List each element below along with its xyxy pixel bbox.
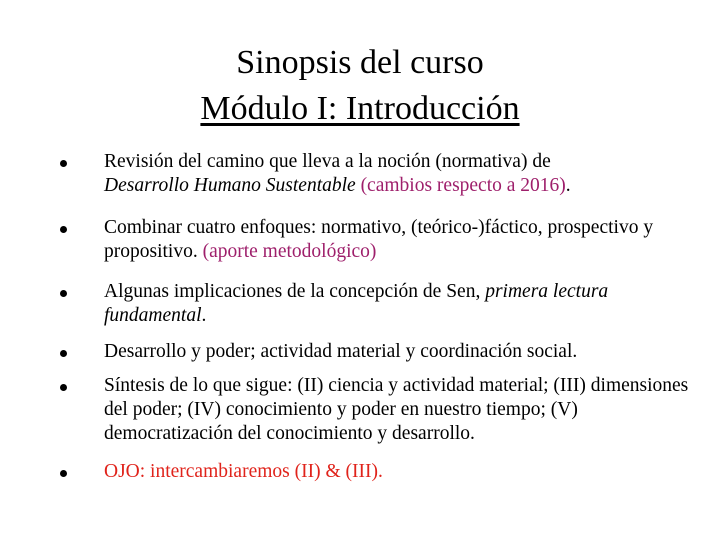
bullet-1-emphasis: Desarrollo Humano Sustentable (104, 175, 356, 196)
bullet-dot-icon (60, 384, 67, 391)
bullet-dot-icon (60, 290, 67, 297)
bullet-2-highlight: (aporte metodológico) (202, 241, 377, 262)
bullet-2-text: Combinar cuatro enfoques: normativo, (teórico-)fáctico, prospectivo y propositivo. (104, 217, 654, 262)
bullet-1-end: . (565, 175, 571, 196)
bullet-text-4: Desarrollo y poder; actividad material y coordinación social. (104, 341, 578, 362)
bullet-text-2 (104, 216, 704, 264)
bullet-text-3 (104, 280, 644, 328)
bullet-dot-icon (60, 160, 67, 167)
slide-title: Sinopsis del curso (236, 44, 484, 81)
bullet-dot-icon (60, 470, 67, 477)
bullet-1-highlight: (cambios respecto a 2016) (360, 175, 566, 196)
bullet-1-text-a: Revisión del camino que lleva a la noción (normativa) de (104, 151, 551, 172)
bullet-3-end: . (201, 305, 207, 326)
bullet-text-6: OJO: intercambiaremos (II) & (III). (104, 461, 383, 482)
slide-header (0, 40, 720, 132)
slide-subtitle: Módulo I: Introducción (200, 90, 520, 127)
bullet-3-emphasis: primera lectura fundamental (104, 281, 609, 326)
bullet-text-1 (104, 150, 704, 198)
bullet-dot-icon (60, 350, 67, 357)
bullet-text-5: Síntesis de lo que sigue: (II) ciencia y actividad material; (III) dimensiones del poder; (IV) conocimiento y poder en nuestro tiempo; (V) democratización del conocimiento y desarrollo. (104, 375, 689, 444)
bullet-dot-icon (60, 226, 67, 233)
bullet-3-text: Algunas implicaciones de la concepción de Sen, (104, 281, 486, 302)
